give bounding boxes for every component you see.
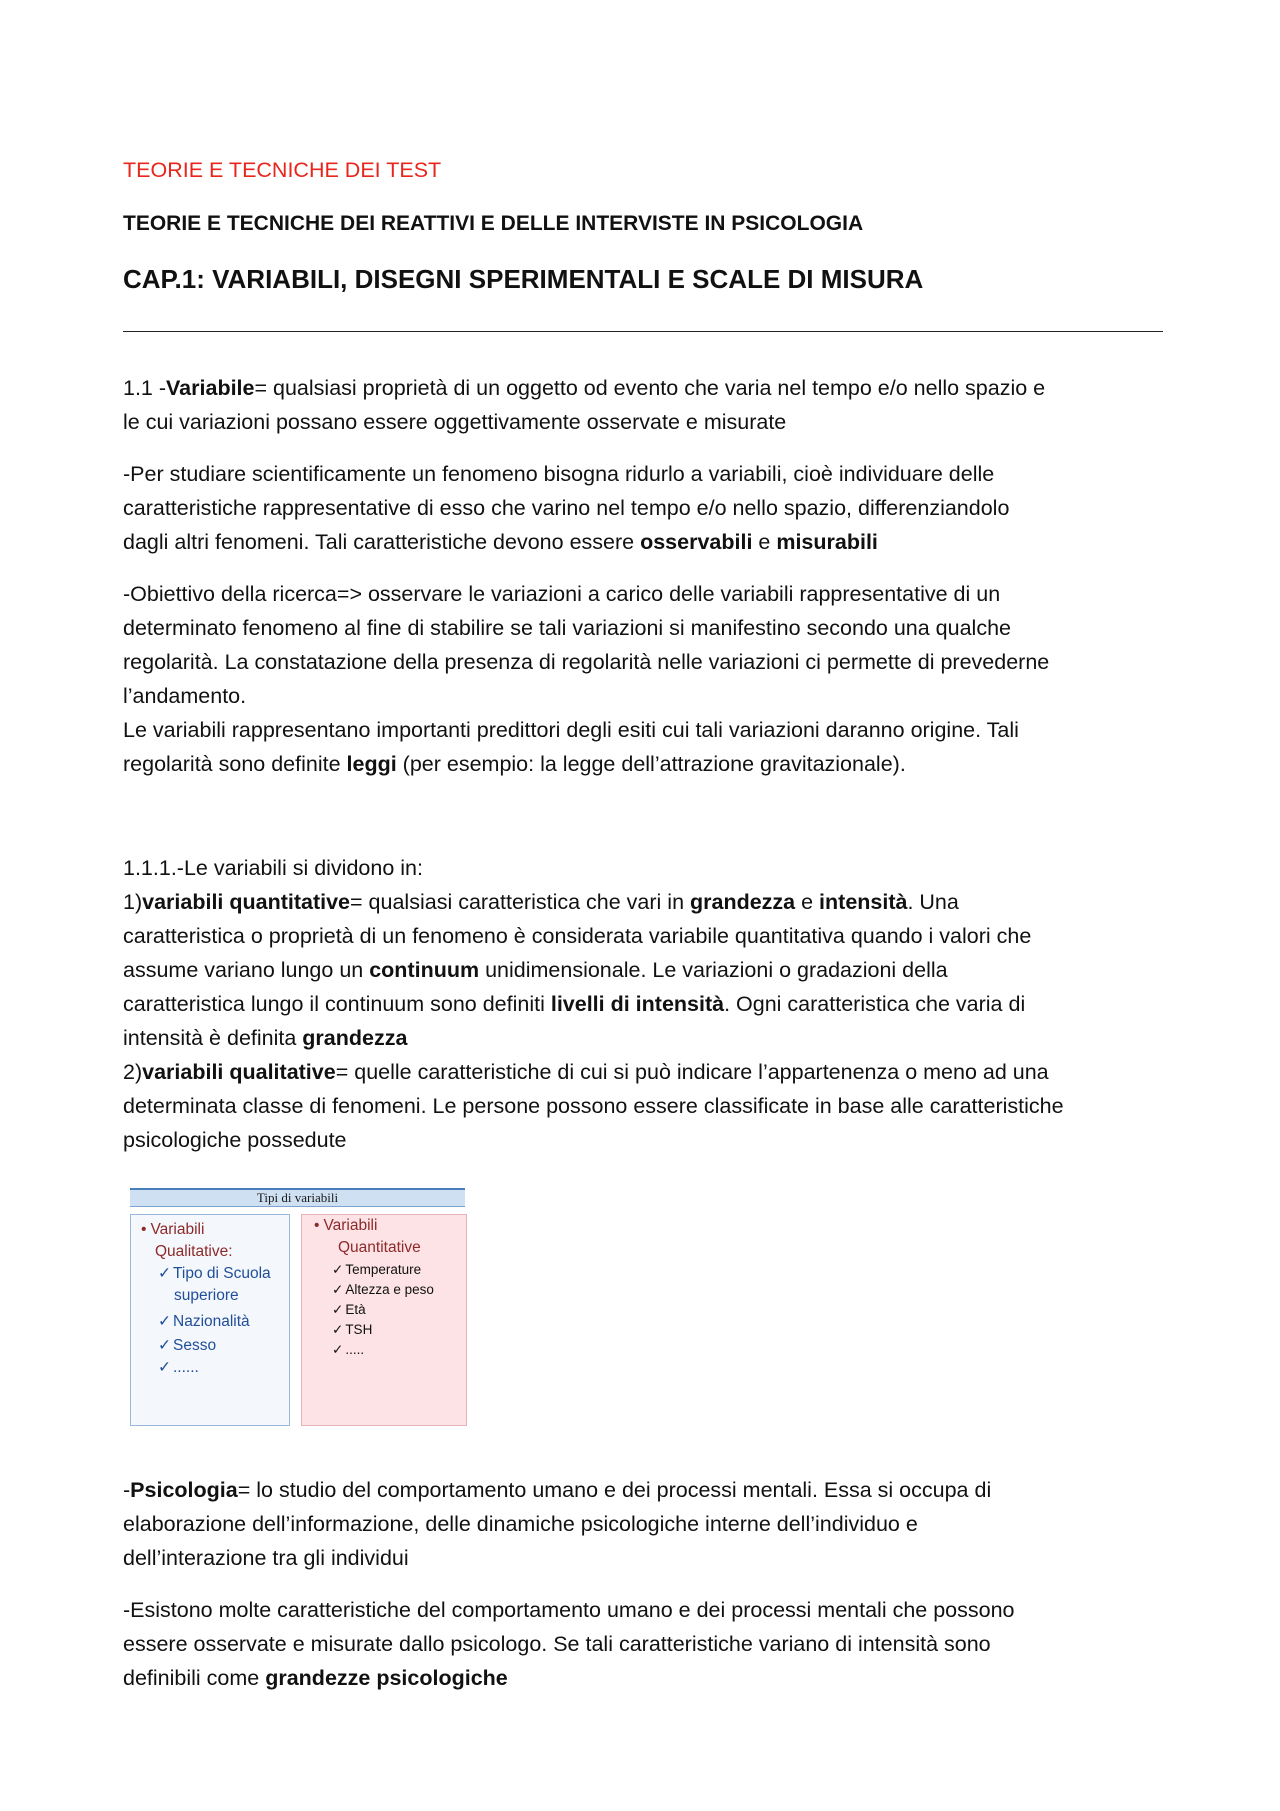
qualitative-category: • Variabili Qualitative: xyxy=(141,1221,233,1260)
figure-title: Tipi di variabili xyxy=(130,1188,465,1207)
paragraph-line: determinato fenomeno al fine di stabilire se tali variazioni si manifestino secondo una qualche xyxy=(123,616,1011,640)
list-item: ✓ TSH xyxy=(332,1322,373,1337)
document-subtitle: TEORIE E TECNICHE DEI REATTIVI E DELLE INTERVISTE IN PSICOLOGIA xyxy=(123,212,864,235)
list-item: ✓ ..... xyxy=(332,1342,365,1357)
paragraph-line: regolarità. La constatazione della presenza di regolarità nelle variazioni ci permette di prevederne xyxy=(123,650,1050,674)
paragraph-line: determinata classe di fenomeni. Le persone possono essere classificate in base alle caratteristiche xyxy=(123,1094,1064,1118)
paragraph-line: 1.1.1.-Le variabili si dividono in: xyxy=(123,856,423,880)
course-label: TEORIE E TECNICHE DEI TEST xyxy=(123,158,442,182)
paragraph-line: 1.1 -Variabile= qualsiasi proprietà di un oggetto od evento che varia nel tempo e/o nello spazio e xyxy=(123,376,1046,400)
paragraph-line: 2)variabili qualitative= quelle caratteristiche di cui si può indicare l’appartenenza o meno ad una xyxy=(123,1060,1049,1084)
list-item: ✓ Tipo di Scuola xyxy=(158,1265,271,1282)
list-item-continuation: superiore xyxy=(174,1287,239,1304)
variable-types-figure xyxy=(130,1188,467,1428)
qualitative-variables-box xyxy=(130,1214,290,1426)
paragraph-line: l’andamento. xyxy=(123,684,247,708)
paragraph-line: essere osservate e misurate dallo psicologo. Se tali caratteristiche variano di intensità sono xyxy=(123,1632,991,1656)
paragraph-line: -Obiettivo della ricerca=> osservare le variazioni a carico delle variabili rappresentative di un xyxy=(123,582,1001,606)
list-item: ✓ Temperature xyxy=(332,1262,422,1277)
paragraph-line: caratteristiche rappresentative di esso che varino nel tempo e/o nello spazio, differenziandolo xyxy=(123,496,1010,520)
list-item: ✓ Età xyxy=(332,1302,366,1317)
list-item: ✓ ...... xyxy=(158,1359,199,1376)
paragraph-line: caratteristica o proprietà di un fenomeno è considerata variabile quantitativa quando i valori che xyxy=(123,924,1032,948)
paragraph-line: caratteristica lungo il continuum sono definiti livelli di intensità. Ogni caratteristica che varia di xyxy=(123,992,1026,1016)
paragraph-line: -Psicologia= lo studio del comportamento umano e dei processi mentali. Essa si occupa di xyxy=(123,1478,992,1502)
paragraph-line: 1)variabili quantitative= qualsiasi caratteristica che vari in grandezza e intensità. Una xyxy=(123,890,959,914)
check-icon: ✓ xyxy=(158,1359,171,1376)
bullet-icon: • xyxy=(314,1217,320,1234)
check-icon: ✓ xyxy=(332,1282,344,1297)
quantitative-variables-box xyxy=(301,1214,467,1426)
paragraph-line: -Esistono molte caratteristiche del comportamento umano e dei processi mentali che possono xyxy=(123,1598,1015,1622)
list-item: ✓ Nazionalità xyxy=(158,1313,250,1330)
paragraph-line: dagli altri fenomeni. Tali caratteristiche devono essere osservabili e misurabili xyxy=(123,530,878,554)
check-icon: ✓ xyxy=(332,1322,344,1337)
bullet-icon: • xyxy=(141,1221,147,1238)
paragraph-line: Le variabili rappresentano importanti predittori degli esiti cui tali variazioni daranno origine. Tali xyxy=(123,718,1019,742)
paragraph-line: definibili come grandezze psicologiche xyxy=(123,1666,508,1690)
check-icon: ✓ xyxy=(158,1265,171,1282)
chapter-title: CAP.1: VARIABILI, DISEGNI SPERIMENTALI E SCALE DI MISURA xyxy=(123,264,924,294)
list-item: ✓ Sesso xyxy=(158,1337,217,1354)
paragraph-line: assume variano lungo un continuum unidimensionale. Le variazioni o gradazioni della xyxy=(123,958,948,982)
horizontal-rule xyxy=(123,331,1163,332)
quantitative-category: • Variabili Quantitative xyxy=(314,1217,421,1256)
paragraph-line: le cui variazioni possano essere oggettivamente osservate e misurate xyxy=(123,410,787,434)
paragraph-line: intensità è definita grandezza xyxy=(123,1026,408,1050)
paragraph-line: dell’interazione tra gli individui xyxy=(123,1546,409,1570)
check-icon: ✓ xyxy=(332,1302,344,1317)
paragraph-line: elaborazione dell’informazione, delle dinamiche psicologiche interne dell’individuo e xyxy=(123,1512,918,1536)
check-icon: ✓ xyxy=(158,1313,171,1330)
check-icon: ✓ xyxy=(332,1342,344,1357)
paragraph-line: regolarità sono definite leggi (per esempio: la legge dell’attrazione gravitazionale). xyxy=(123,752,906,776)
paragraph-line: psicologiche possedute xyxy=(123,1128,347,1152)
check-icon: ✓ xyxy=(332,1262,344,1277)
check-icon: ✓ xyxy=(158,1337,171,1354)
list-item: ✓ Altezza e peso xyxy=(332,1282,434,1297)
paragraph-line: -Per studiare scientificamente un fenomeno bisogna ridurlo a variabili, cioè individuare delle xyxy=(123,462,995,486)
